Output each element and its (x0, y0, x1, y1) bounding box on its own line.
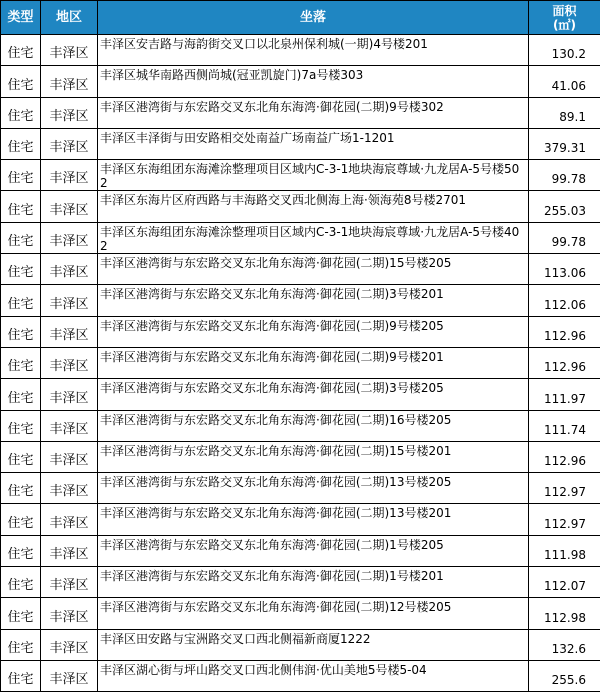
cell-type: 住宅 (1, 97, 41, 128)
cell-type: 住宅 (1, 660, 41, 691)
cell-area: 丰泽区 (41, 441, 98, 472)
cell-size: 112.97 (529, 473, 600, 504)
table-row (1, 660, 600, 691)
header-type: 类型 (1, 1, 41, 35)
cell-size: 379.31 (529, 128, 600, 159)
cell-location: 丰泽区东海组团东海滩涂整理项目区域内C-3-1地块海宸尊域·九龙居A-5号楼402 (98, 222, 529, 253)
cell-size: 112.06 (529, 285, 600, 316)
cell-type: 住宅 (1, 191, 41, 222)
table-header-row (1, 1, 600, 35)
cell-area: 丰泽区 (41, 629, 98, 660)
cell-location: 丰泽区城华南路西侧尚城(冠亚凯旋门)7a号楼303 (98, 66, 529, 97)
table-row (1, 35, 600, 66)
cell-location: 丰泽区港湾街与东宏路交叉东北角东海湾·御花园(二期)15号楼205 (98, 254, 529, 285)
cell-location: 丰泽区港湾街与东宏路交叉东北角东海湾·御花园(二期)9号楼201 (98, 347, 529, 378)
cell-location: 丰泽区田安路与宝洲路交叉口西北侧福新商厦1222 (98, 629, 529, 660)
table-row (1, 473, 600, 504)
header-location: 坐落 (98, 1, 529, 35)
cell-area: 丰泽区 (41, 285, 98, 316)
cell-area: 丰泽区 (41, 660, 98, 691)
cell-size: 41.06 (529, 66, 600, 97)
cell-size: 112.96 (529, 316, 600, 347)
cell-area: 丰泽区 (41, 97, 98, 128)
cell-area: 丰泽区 (41, 222, 98, 253)
cell-location: 丰泽区港湾街与东宏路交叉东北角东海湾·御花园(二期)3号楼205 (98, 379, 529, 410)
cell-type: 住宅 (1, 254, 41, 285)
cell-location: 丰泽区港湾街与东宏路交叉东北角东海湾·御花园(二期)3号楼201 (98, 285, 529, 316)
header-size-label: 面积 (552, 3, 577, 18)
cell-size: 111.98 (529, 535, 600, 566)
table-row (1, 598, 600, 629)
cell-type: 住宅 (1, 410, 41, 441)
table-row (1, 441, 600, 472)
table-row (1, 160, 600, 191)
cell-area: 丰泽区 (41, 567, 98, 598)
cell-location: 丰泽区港湾街与东宏路交叉东北角东海湾·御花园(二期)12号楼205 (98, 598, 529, 629)
cell-area: 丰泽区 (41, 35, 98, 66)
table-row (1, 410, 600, 441)
table-row (1, 629, 600, 660)
cell-location: 丰泽区安吉路与海韵街交叉口以北泉州保利城(一期)4号楼201 (98, 35, 529, 66)
table-row (1, 254, 600, 285)
cell-type: 住宅 (1, 379, 41, 410)
header-size (529, 1, 600, 35)
cell-type: 住宅 (1, 285, 41, 316)
cell-size: 130.2 (529, 35, 600, 66)
cell-area: 丰泽区 (41, 160, 98, 191)
cell-type: 住宅 (1, 567, 41, 598)
header-area: 地区 (41, 1, 98, 35)
cell-size: 99.78 (529, 160, 600, 191)
cell-location: 丰泽区港湾街与东宏路交叉东北角东海湾·御花园(二期)9号楼205 (98, 316, 529, 347)
cell-area: 丰泽区 (41, 379, 98, 410)
cell-type: 住宅 (1, 629, 41, 660)
cell-size: 112.97 (529, 504, 600, 535)
cell-location: 丰泽区港湾街与东宏路交叉东北角东海湾·御花园(二期)1号楼205 (98, 535, 529, 566)
cell-location: 丰泽区港湾街与东宏路交叉东北角东海湾·御花园(二期)16号楼205 (98, 410, 529, 441)
cell-area: 丰泽区 (41, 410, 98, 441)
cell-type: 住宅 (1, 316, 41, 347)
table-row (1, 66, 600, 97)
cell-type: 住宅 (1, 473, 41, 504)
cell-location: 丰泽区湖心街与坪山路交叉口西北侧伟润·优山美地5号楼5-04 (98, 660, 529, 691)
cell-area: 丰泽区 (41, 598, 98, 629)
table-row (1, 379, 600, 410)
cell-type: 住宅 (1, 66, 41, 97)
cell-location: 丰泽区港湾街与东宏路交叉东北角东海湾·御花园(二期)13号楼205 (98, 473, 529, 504)
cell-location: 丰泽区港湾街与东宏路交叉东北角东海湾·御花园(二期)15号楼201 (98, 441, 529, 472)
table-row (1, 285, 600, 316)
cell-type: 住宅 (1, 598, 41, 629)
cell-area: 丰泽区 (41, 316, 98, 347)
cell-area: 丰泽区 (41, 254, 98, 285)
cell-area: 丰泽区 (41, 504, 98, 535)
cell-size: 255.6 (529, 660, 600, 691)
table-row (1, 535, 600, 566)
cell-location: 丰泽区丰泽街与田安路相交处南益广场南益广场1-1201 (98, 128, 529, 159)
cell-location: 丰泽区东海组团东海滩涂整理项目区域内C-3-1地块海宸尊域·九龙居A-5号楼502 (98, 160, 529, 191)
cell-type: 住宅 (1, 128, 41, 159)
table-row (1, 222, 600, 253)
cell-type: 住宅 (1, 222, 41, 253)
cell-type: 住宅 (1, 347, 41, 378)
cell-size: 99.78 (529, 222, 600, 253)
cell-type: 住宅 (1, 441, 41, 472)
cell-type: 住宅 (1, 160, 41, 191)
table-row (1, 97, 600, 128)
cell-area: 丰泽区 (41, 191, 98, 222)
table-row (1, 567, 600, 598)
cell-type: 住宅 (1, 504, 41, 535)
cell-location: 丰泽区港湾街与东宏路交叉东北角东海湾·御花园(二期)1号楼201 (98, 567, 529, 598)
header-size-unit: (㎡) (553, 17, 576, 32)
cell-size: 112.96 (529, 347, 600, 378)
table-row (1, 347, 600, 378)
cell-location: 丰泽区东海片区府西路与丰海路交叉西北侧海上海·领海苑8号楼2701 (98, 191, 529, 222)
cell-size: 112.96 (529, 441, 600, 472)
table-body (1, 35, 600, 692)
cell-size: 112.07 (529, 567, 600, 598)
cell-area: 丰泽区 (41, 66, 98, 97)
table-row (1, 128, 600, 159)
table-row (1, 191, 600, 222)
cell-area: 丰泽区 (41, 347, 98, 378)
cell-size: 111.74 (529, 410, 600, 441)
cell-size: 111.97 (529, 379, 600, 410)
cell-type: 住宅 (1, 535, 41, 566)
cell-area: 丰泽区 (41, 128, 98, 159)
cell-location: 丰泽区港湾街与东宏路交叉东北角东海湾·御花园(二期)13号楼201 (98, 504, 529, 535)
table-row (1, 316, 600, 347)
cell-size: 255.03 (529, 191, 600, 222)
cell-location: 丰泽区港湾街与东宏路交叉东北角东海湾·御花园(二期)9号楼302 (98, 97, 529, 128)
cell-size: 113.06 (529, 254, 600, 285)
cell-area: 丰泽区 (41, 473, 98, 504)
cell-size: 89.1 (529, 97, 600, 128)
cell-type: 住宅 (1, 35, 41, 66)
table-row (1, 504, 600, 535)
cell-size: 132.6 (529, 629, 600, 660)
cell-area: 丰泽区 (41, 535, 98, 566)
cell-size: 112.98 (529, 598, 600, 629)
